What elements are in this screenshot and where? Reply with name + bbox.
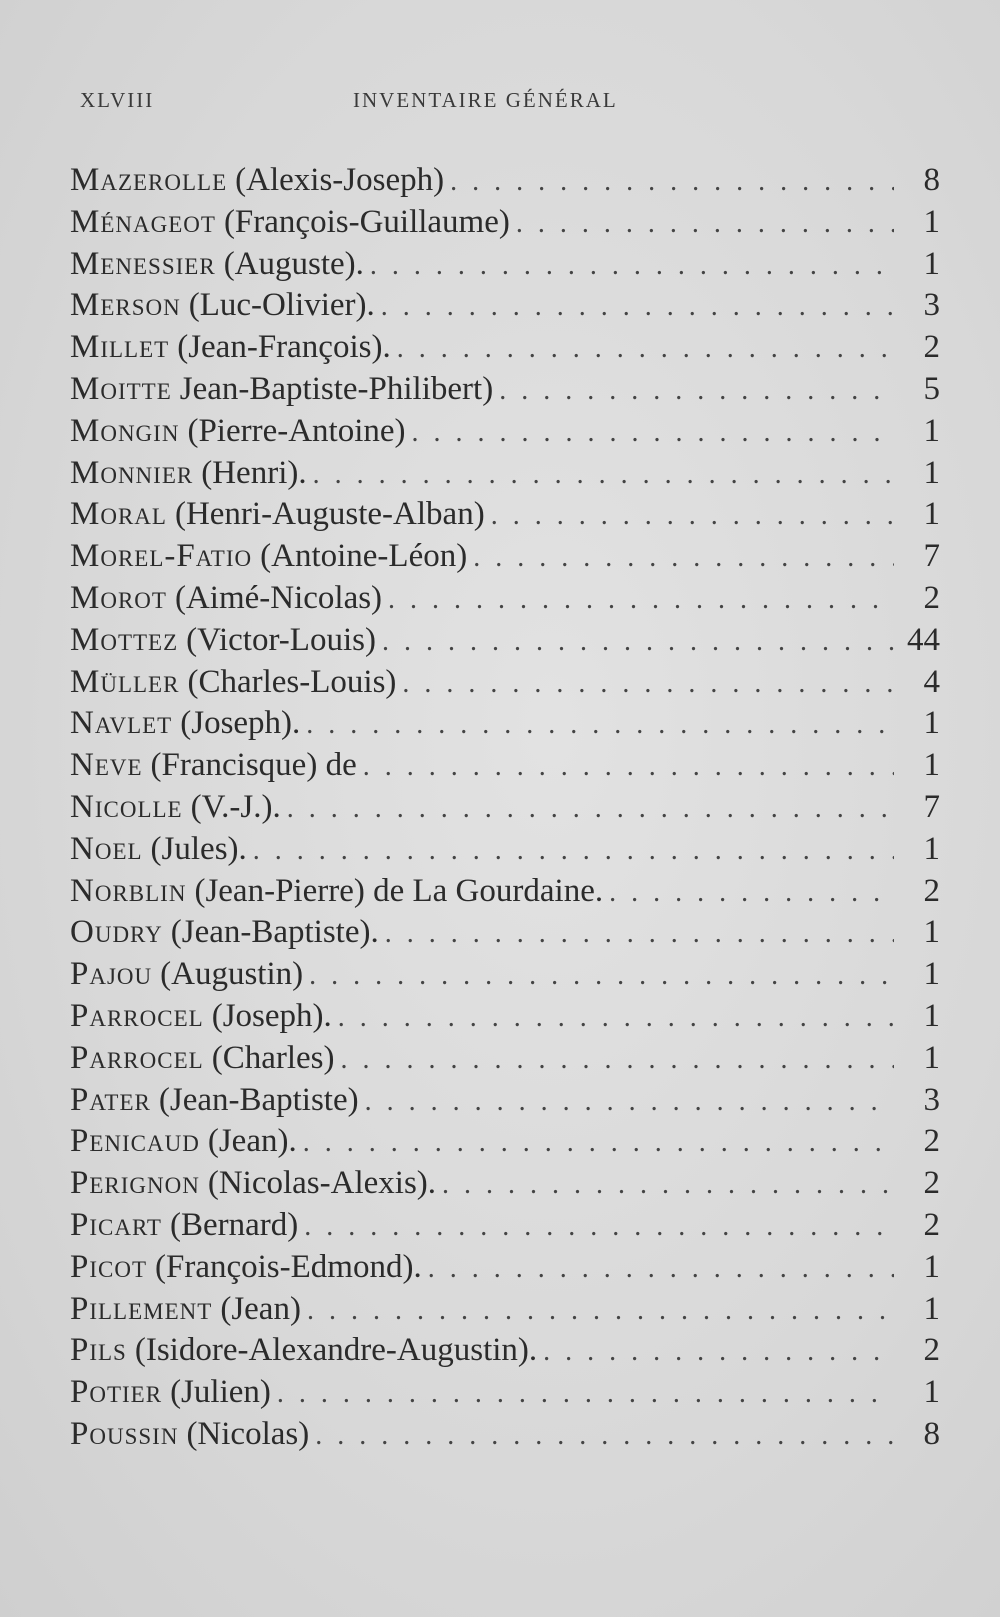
index-entry xyxy=(70,327,940,369)
artist-forenames: (Jean-Pierre) de La Gourdaine. xyxy=(194,872,604,909)
artist-surname: Pillement xyxy=(70,1290,213,1327)
dot-leader xyxy=(306,704,894,746)
work-count: 1 xyxy=(923,830,940,867)
artist-forenames: (Charles-Louis) xyxy=(187,663,397,700)
index-entry xyxy=(70,829,940,871)
work-count: 1 xyxy=(923,914,940,951)
dot-leader xyxy=(442,1164,894,1206)
artist-forenames: (Nicolas) xyxy=(186,1415,310,1452)
artist-forenames: (Henri). xyxy=(201,454,307,491)
work-count: 1 xyxy=(923,1374,940,1411)
dot-leader xyxy=(370,245,894,287)
running-head xyxy=(80,88,920,118)
work-count: 1 xyxy=(923,956,940,993)
artist-surname: Moitte xyxy=(70,370,172,407)
artist-forenames: (Alexis-Joseph) xyxy=(235,162,445,198)
dot-leader xyxy=(450,161,894,203)
dot-leader xyxy=(397,328,894,370)
dot-leader xyxy=(499,370,894,412)
work-count: 1 xyxy=(923,997,940,1034)
artist-surname: Monnier xyxy=(70,454,194,491)
dot-leader xyxy=(402,663,894,705)
dot-leader xyxy=(341,1039,895,1081)
index-entry xyxy=(70,1330,940,1372)
index-entry xyxy=(70,745,940,787)
dot-leader xyxy=(313,454,894,496)
artist-surname: Navlet xyxy=(70,705,173,742)
artist-surname: Morot xyxy=(70,579,167,616)
work-count: 2 xyxy=(923,1206,940,1243)
artist-forenames: (Joseph). xyxy=(211,997,332,1034)
dot-leader xyxy=(473,537,894,579)
artist-surname: Pajou xyxy=(70,956,153,993)
artist-surname: Mongin xyxy=(70,412,180,449)
work-count: 2 xyxy=(923,872,940,909)
dot-leader xyxy=(491,495,894,537)
artist-surname: Pater xyxy=(70,1081,151,1118)
work-count: 3 xyxy=(923,287,940,324)
dot-leader xyxy=(303,1122,894,1164)
work-count: 1 xyxy=(923,454,940,491)
dot-leader xyxy=(428,1248,894,1290)
artist-forenames: (Antoine-Léon) xyxy=(260,538,468,575)
artist-forenames: (Jean-Baptiste). xyxy=(170,914,379,951)
artist-surname: Nicolle xyxy=(70,788,183,825)
work-count: 5 xyxy=(923,370,940,407)
index-entry xyxy=(70,954,940,996)
dot-leader xyxy=(309,955,894,997)
artist-surname: Picot xyxy=(70,1248,148,1285)
dot-leader xyxy=(315,1415,894,1457)
index-entry xyxy=(70,1372,940,1414)
artist-forenames: (Henri-Auguste-Alban) xyxy=(174,496,485,533)
index-entry xyxy=(70,1205,940,1247)
work-count: 1 xyxy=(923,245,940,282)
work-count: 2 xyxy=(923,329,940,366)
index-entry xyxy=(70,369,940,411)
artist-forenames: (Auguste). xyxy=(223,245,364,282)
artist-surname: Parrocel xyxy=(70,997,204,1034)
index-entry xyxy=(70,285,940,327)
work-count: 2 xyxy=(923,579,940,616)
work-count: 2 xyxy=(923,1332,940,1369)
artist-forenames: (Jean-François). xyxy=(177,329,391,366)
dot-leader xyxy=(253,830,894,872)
index-entry xyxy=(70,662,940,704)
artist-forenames: (Augustin) xyxy=(160,956,304,993)
artist-forenames: (Pierre-Antoine) xyxy=(187,412,406,449)
dot-leader xyxy=(385,913,894,955)
index-entry xyxy=(70,411,940,453)
artist-surname: Mazerolle xyxy=(70,162,228,198)
artist-forenames: (Jules). xyxy=(150,830,247,867)
work-count: 44 xyxy=(907,621,940,658)
dot-leader xyxy=(412,412,894,454)
dot-leader xyxy=(287,788,894,830)
page-title: INVENTAIRE GÉNÉRAL xyxy=(353,88,618,112)
index-entry xyxy=(70,1414,940,1456)
artist-forenames: (Luc-Olivier). xyxy=(188,287,375,324)
artist-forenames: (Francisque) de xyxy=(150,747,357,784)
work-count: 2 xyxy=(923,1123,940,1160)
artist-surname: Mottez xyxy=(70,621,179,658)
index-entry xyxy=(70,787,940,829)
index-entry xyxy=(70,1163,940,1205)
index-entry xyxy=(70,1289,940,1331)
work-count: 1 xyxy=(923,203,940,240)
artist-surname: Norblin xyxy=(70,872,187,909)
index-entry xyxy=(70,703,940,745)
index-entry xyxy=(70,1038,940,1080)
artist-surname: Ménageot xyxy=(70,203,216,240)
index-entry xyxy=(70,1247,940,1289)
index-entry xyxy=(70,244,940,286)
dot-leader xyxy=(307,1290,894,1332)
artist-forenames: (Joseph). xyxy=(180,705,301,742)
artist-surname: Moral xyxy=(70,496,167,533)
artist-surname: Oudry xyxy=(70,914,163,951)
index-entry xyxy=(70,620,940,662)
index-list xyxy=(70,160,940,1456)
artist-surname: Noel xyxy=(70,830,143,867)
work-count: 8 xyxy=(923,162,940,198)
artist-surname: Merson xyxy=(70,287,181,324)
artist-forenames: (Bernard) xyxy=(169,1206,299,1243)
artist-surname: Neve xyxy=(70,747,143,784)
work-count: 3 xyxy=(923,1081,940,1118)
artist-surname: Perignon xyxy=(70,1165,200,1202)
artist-surname: Poussin xyxy=(70,1415,179,1452)
artist-forenames: (Jean). xyxy=(207,1123,297,1160)
index-entry xyxy=(70,1121,940,1163)
dot-leader xyxy=(516,203,894,245)
artist-surname: Penicaud xyxy=(70,1123,200,1160)
artist-surname: Morel-Fatio xyxy=(70,538,253,575)
page-folio: XLVIII xyxy=(80,88,155,112)
index-entry xyxy=(70,453,940,495)
work-count: 1 xyxy=(923,747,940,784)
dot-leader xyxy=(609,872,894,914)
work-count: 4 xyxy=(923,663,940,700)
artist-forenames: (Victor-Louis) xyxy=(186,621,376,658)
index-entry xyxy=(70,494,940,536)
work-count: 7 xyxy=(923,538,940,575)
artist-forenames: (Isidore-Alexandre-Augustin). xyxy=(134,1332,538,1369)
work-count: 1 xyxy=(923,705,940,742)
index-entry xyxy=(70,536,940,578)
dot-leader xyxy=(382,621,894,663)
artist-forenames: (Aimé-Nicolas) xyxy=(174,579,383,616)
index-entry xyxy=(70,202,940,244)
artist-surname: Müller xyxy=(70,663,180,700)
work-count: 1 xyxy=(923,412,940,449)
index-entry xyxy=(70,578,940,620)
artist-forenames: (François-Edmond). xyxy=(155,1248,422,1285)
dot-leader xyxy=(277,1373,894,1415)
artist-surname: Potier xyxy=(70,1374,163,1411)
work-count: 7 xyxy=(923,788,940,825)
dot-leader xyxy=(365,1081,894,1123)
dot-leader xyxy=(543,1331,894,1373)
dot-leader xyxy=(304,1206,894,1248)
artist-surname: Parrocel xyxy=(70,1039,204,1076)
work-count: 1 xyxy=(923,1039,940,1076)
artist-forenames: (Charles) xyxy=(211,1039,335,1076)
dot-leader xyxy=(381,286,894,328)
artist-forenames: (Nicolas-Alexis). xyxy=(207,1165,437,1202)
artist-forenames: (François-Guillaume) xyxy=(223,203,510,240)
index-entry xyxy=(70,160,940,202)
index-entry xyxy=(70,1080,940,1122)
work-count: 2 xyxy=(923,1165,940,1202)
dot-leader xyxy=(338,997,894,1039)
artist-surname: Menessier xyxy=(70,245,216,282)
artist-forenames: (Julien) xyxy=(170,1374,271,1411)
artist-forenames: (Jean-Baptiste) xyxy=(158,1081,359,1118)
artist-forenames: Jean-Baptiste-Philibert) xyxy=(179,370,494,407)
artist-forenames: (Jean) xyxy=(220,1290,301,1327)
work-count: 8 xyxy=(923,1415,940,1452)
work-count: 1 xyxy=(923,496,940,533)
dot-leader xyxy=(363,746,894,788)
index-entry xyxy=(70,996,940,1038)
index-entry xyxy=(70,912,940,954)
dot-leader xyxy=(388,579,894,621)
artist-forenames: (V.-J.). xyxy=(190,788,281,825)
artist-surname: Millet xyxy=(70,329,170,366)
work-count: 1 xyxy=(923,1290,940,1327)
index-entry xyxy=(70,871,940,913)
work-count: 1 xyxy=(923,1248,940,1285)
artist-surname: Picart xyxy=(70,1206,162,1243)
artist-surname: Pils xyxy=(70,1332,127,1369)
